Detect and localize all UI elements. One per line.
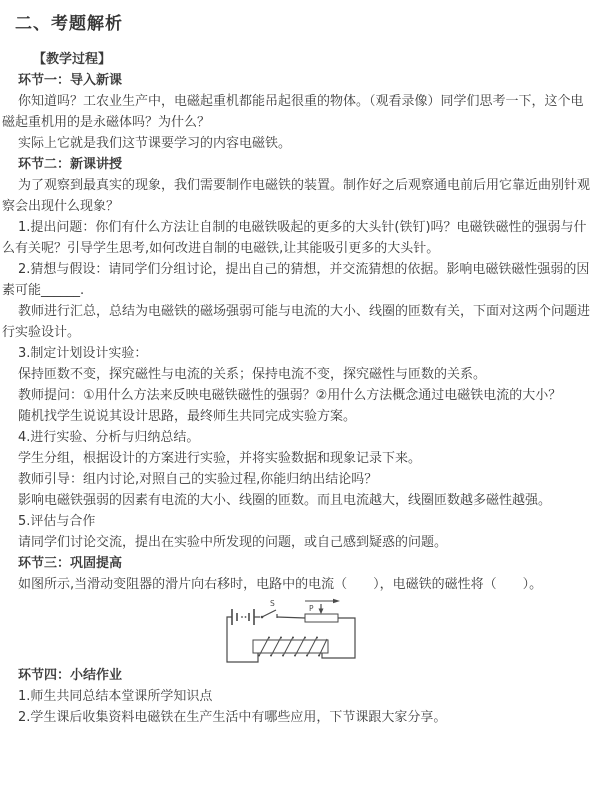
paragraph: 1.提出问题：你们有什么方法让自制的电磁铁吸起的更多的大头针(铁钉)吗？电磁铁磁性的强弱与什么有关呢？引导学生思考,如何改进自制的电磁铁,让其能吸引更多的大头针。 (2, 220, 587, 256)
subsection-heading-teaching-process: 【教学过程】 (33, 52, 112, 67)
rheostat-slider-label: P (309, 604, 314, 613)
circuit-diagram-svg (215, 595, 365, 665)
exercise-question: 如图所示,当滑动变阻器的滑片向右移时，电路中的电流（ ），电磁铁的磁性将（ ）。 (18, 577, 543, 592)
paragraph: 2.学生课后收集资料电磁铁在生产生活中有哪些应用，下节课跟大家分享。 (18, 710, 447, 725)
paragraph: 5.评估与合作 (18, 514, 96, 529)
circuit-diagram (2, 595, 592, 665)
paragraph: 学生分组，根据设计的方案进行实验，并将实验数据和现象记录下来。 (18, 451, 422, 466)
paragraph: 为了观察到最真实的现象，我们需要制作电磁铁的装置。制作好之后观察通电前后用它靠近曲别针观察会出现什么现象？ (2, 178, 591, 214)
switch-label: S (270, 599, 275, 608)
paragraph: 3.制定计划设计实验： (18, 346, 148, 361)
electromagnet-coil-icon (253, 637, 328, 657)
switch-icon (261, 610, 277, 618)
step4-heading: 环节四：小结作业 (18, 668, 123, 683)
step2-heading: 环节二：新课讲授 (18, 157, 123, 172)
wire-right (322, 618, 355, 658)
paragraph: 你知道吗？工农业生产中，电磁起重机都能吊起很重的物体。（观看录像）同学们思考一下，这个电磁起重机用的是永磁体吗？为什么？ (2, 94, 584, 130)
step3-heading: 环节三：巩固提高 (18, 556, 123, 571)
step1-heading: 环节一：导入新课 (18, 73, 123, 88)
paragraph: 2.猜想与假设：请同学们分组讨论，提出自己的猜想，并交流猜想的依据。影响电磁铁磁性强弱的因素可能______. (2, 262, 590, 298)
paragraph: 4.进行实验、分析与归纳总结。 (18, 430, 200, 445)
paragraph: 随机找学生说说其设计思路，最终师生共同完成实验方案。 (18, 409, 357, 424)
wire-switch-rheostat (277, 617, 305, 618)
paragraph: 请同学们讨论交流，提出在实验中所发现的问题，或自己感到疑惑的问题。 (18, 535, 448, 550)
paragraph: 1.师生共同总结本堂课所学知识点 (18, 689, 213, 704)
section-heading: 二、考题解析 (15, 14, 123, 34)
paragraph: 保持匝数不变，探究磁性与电流的关系；保持电流不变，探究磁性与匝数的关系。 (18, 367, 487, 382)
paragraph: 教师提问：①用什么方法来反映电磁铁磁性的强弱？②用什么方法概念通过电磁铁电流的大小？ (18, 388, 562, 403)
paragraph: 教师进行汇总，总结为电磁铁的磁场强弱可能与电流的大小、线圈的匝数有关，下面对这两个问题进行实验设计。 (2, 304, 591, 340)
paragraph: 教师引导：组内讨论,对照自己的实验过程,你能归纳出结论吗？ (18, 472, 378, 487)
paragraph: 实际上它就是我们这节课要学习的内容电磁铁。 (18, 136, 292, 151)
battery-icon (232, 609, 254, 625)
paragraph: 影响电磁铁强弱的因素有电流的大小、线圈的匝数。而且电流越大，线圈匝数越多磁性越强。 (18, 493, 552, 508)
